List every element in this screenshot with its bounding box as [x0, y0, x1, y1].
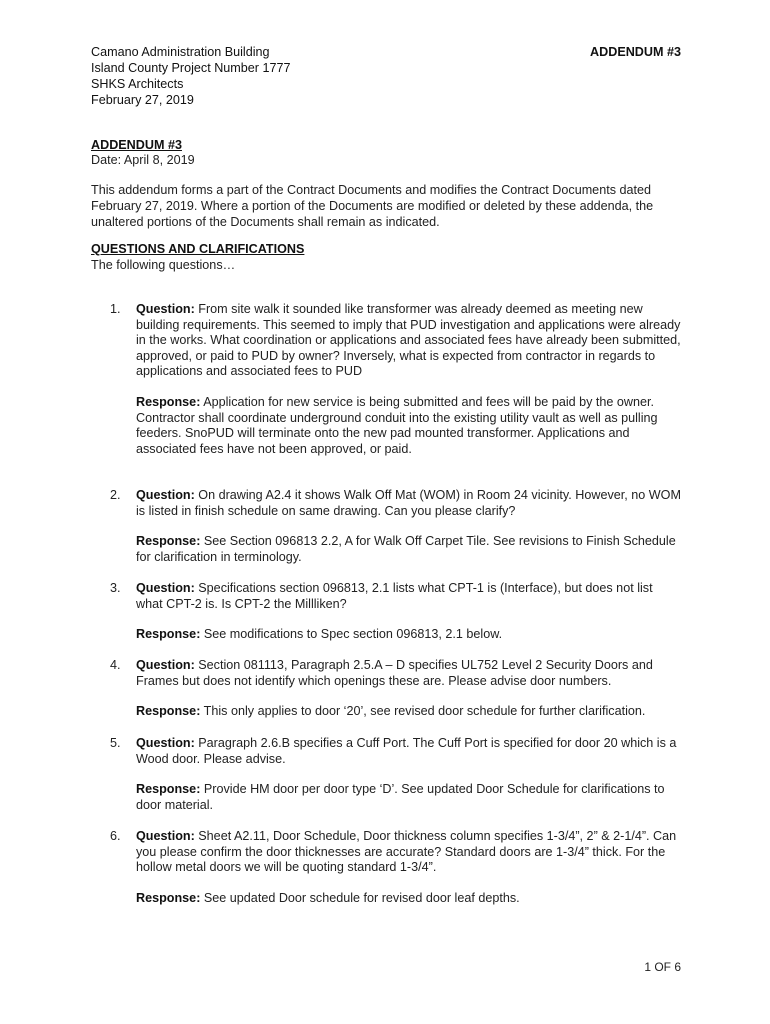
item-number: 6. — [110, 829, 121, 843]
project-number: Island County Project Number 1777 — [91, 61, 291, 75]
item-number: 3. — [110, 581, 121, 595]
response-label: Response: — [136, 782, 201, 797]
question-label: Question: — [136, 488, 195, 502]
list-item — [110, 658, 681, 720]
addendum-intro: This addendum forms a part of the Contract Documents and modifies the Contract Documents dated February 27, 2019. Where a portion of the Documents are modified or deleted by these addenda, the unaltered portions of the Documents shall remain as indicated. — [91, 183, 654, 229]
architect-name: SHKS Architects — [91, 77, 184, 91]
question-text: Question: Paragraph 2.6.B specifies a Cuff Port. The Cuff Port is specified for door 20 which is a Wood door. Please advise. — [136, 736, 677, 766]
response-label: Response: — [136, 704, 201, 719]
addendum-date: Date: April 8, 2019 — [91, 153, 195, 167]
list-item — [110, 488, 681, 565]
addendum-tag: ADDENDUM #3 — [590, 45, 681, 59]
response-label: Response: — [136, 627, 201, 642]
response-label: Response: — [136, 890, 201, 905]
response-text: Response: Provide HM door per door type ‘D’. See updated Door Schedule for clarifications to door material. — [136, 782, 665, 812]
item-number: 2. — [110, 488, 121, 502]
section-heading: QUESTIONS AND CLARIFICATIONS — [91, 242, 305, 256]
question-label: Question: — [136, 302, 195, 316]
response-label: Response: — [136, 534, 201, 549]
question-text: Question: On drawing A2.4 it shows Walk Off Mat (WOM) in Room 24 vicinity. However, no WOM is listed in finish schedule on same drawing. Can you please clarify? — [136, 488, 681, 518]
response-text: Response: This only applies to door ‘20’, see revised door schedule for further clarification. — [136, 704, 646, 719]
question-text: Question: Sheet A2.11, Door Schedule, Door thickness column specifies 1-3/4”, 2” & 2-1/4”. Can you please confirm the door thicknesses are accurate? Standard doors are 1-3/4” thick. For the hollow metal doors we will be quoting standard 1-3/4”. — [136, 829, 677, 875]
question-text: Question: From site walk it sounded like transformer was already deemed as meeting new building requirements. This seemed to imply that PUD investigation and applications were already in the works. What coordination or applications and associated fees have already been submitted, approved, or paid to PUD by owner? Inversely, what is expected from contractor in regards to applications and associated fees to PUD — [136, 302, 681, 379]
question-text: Question: Specifications section 096813, 2.1 lists what CPT-1 is (Interface), but does not list what CPT-2 is. Is CPT-2 the Millliken? — [136, 581, 653, 611]
list-item — [110, 736, 681, 813]
list-item — [110, 829, 681, 906]
page-number: 1 OF 6 — [644, 960, 681, 974]
project-name: Camano Administration Building — [91, 45, 270, 59]
response-text: Response: Application for new service is being submitted and fees will be paid by the owner. Contractor shall coordinate underground conduit into the existing utility vault as well as pulling feeders. SnoPUD will terminate onto the new pad mounted transformer. Applications and associated fees have not been approved, or paid. — [136, 394, 658, 456]
question-label: Question: — [136, 581, 195, 595]
question-label: Question: — [136, 736, 195, 750]
document-date: February 27, 2019 — [91, 93, 194, 107]
list-item — [110, 581, 681, 643]
response-text: Response: See modifications to Spec section 096813, 2.1 below. — [136, 627, 503, 642]
project-header — [91, 44, 291, 108]
item-number: 1. — [110, 302, 121, 316]
response-text: Response: See updated Door schedule for revised door leaf depths. — [136, 890, 520, 905]
response-label: Response: — [136, 394, 201, 409]
list-item — [110, 302, 681, 457]
item-number: 4. — [110, 658, 121, 672]
question-label: Question: — [136, 829, 195, 843]
section-subheading: The following questions… — [91, 258, 236, 272]
question-text: Question: Section 081113, Paragraph 2.5.A – D specifies UL752 Level 2 Security Doors and Frames but does not identify which openings these are. Please advise door numbers. — [136, 658, 653, 688]
item-number: 5. — [110, 736, 121, 750]
response-text: Response: See Section 096813 2.2, A for Walk Off Carpet Tile. See revisions to Finish Schedule for clarification in terminology. — [136, 534, 676, 564]
question-label: Question: — [136, 658, 195, 672]
addendum-title: ADDENDUM #3 — [91, 138, 182, 152]
